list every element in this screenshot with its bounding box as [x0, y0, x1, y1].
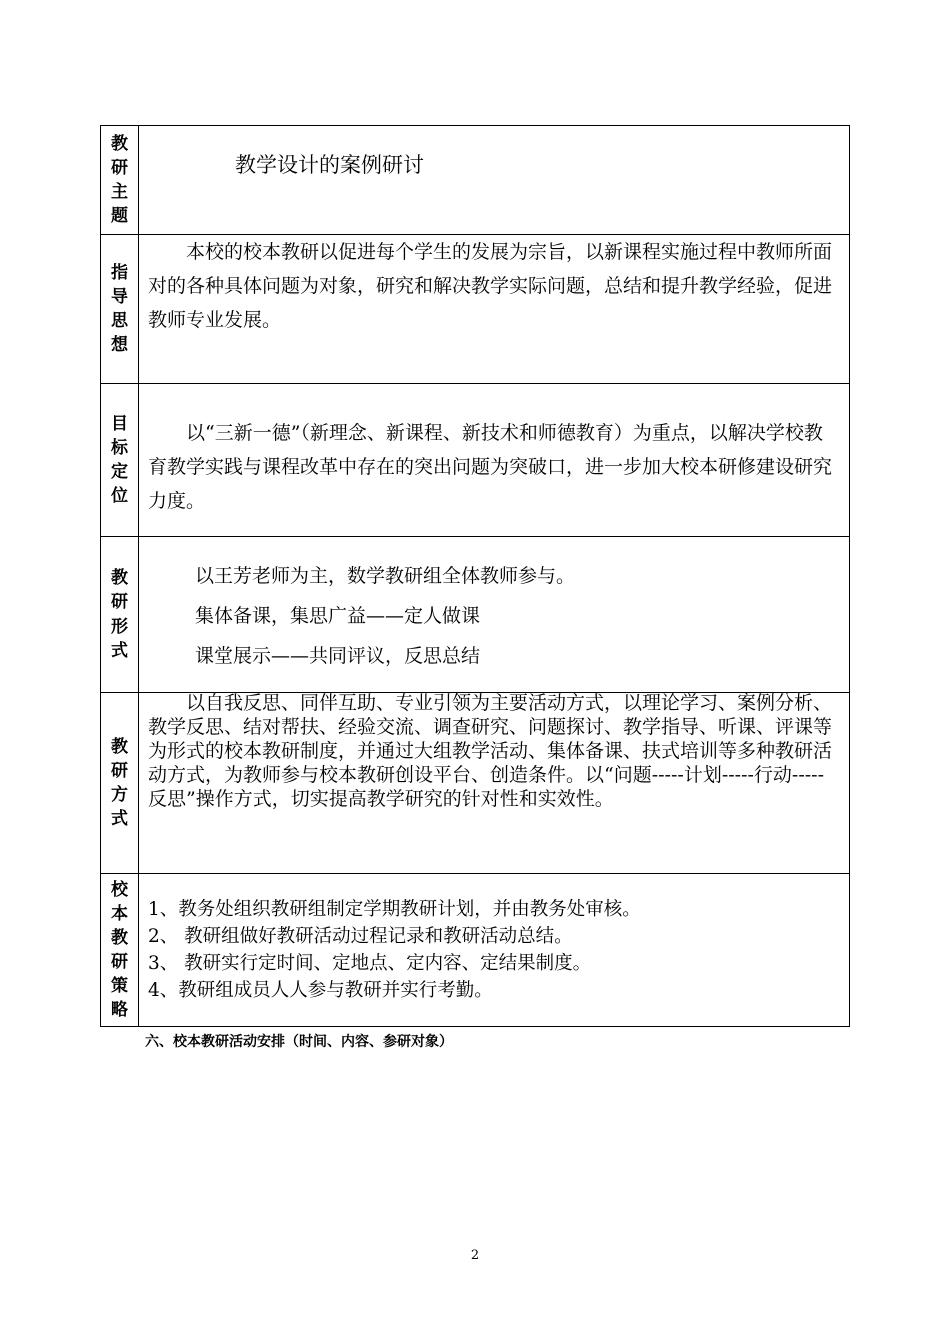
strategy-item: 1、教务处组织教研组制定学期教研计划，并由教务处审核。: [148, 899, 641, 920]
page-number: 2: [470, 1248, 480, 1263]
row-label: 教研主题: [111, 133, 128, 227]
table-row-strategy: [101, 874, 850, 1027]
guide-paragraph: 本校的校本教研以促进每个学生的发展为宗旨，以新课程实施过程中教师所面对的各种具体问题为对象，研究和解决教学实际问题，总结和提升教学经验，促进教师专业发展。: [148, 241, 833, 331]
table-row-form: [101, 537, 850, 693]
form-lines: [148, 559, 841, 673]
row-label: 指导思想: [111, 262, 128, 356]
row-content-cell: [139, 235, 850, 384]
form-line: 集体备课，集思广益——定人做课: [195, 605, 481, 627]
row-label-cell: [101, 874, 139, 1027]
row-content-cell: [139, 126, 850, 235]
strategy-item: 4、教研组成员人人参与教研并实行考勤。: [148, 980, 493, 1001]
goal-paragraph: 以“三新一德”（新理念、新课程、新技术和师德教育）为重点，以解决学校教育教学实践与课程改革中存在的突出问题为突破口，进一步加大校本研修建设研究力度。: [148, 422, 833, 512]
topic-text: 教学设计的案例研讨: [235, 153, 424, 177]
row-label-cell: [101, 384, 139, 537]
method-paragraph: 以自我反思、同伴互助、专业引领为主要活动方式，以理论学习、案例分析、教学反思、结对帮扶、经验交流、调查研究、问题探讨、教学指导、听课、评课等为形式的校本教研制度，并通过大组教学活动、集体备课、扶式培训等多种教研活动方式，为教师参与校本教研创设平台、创造条件。以“问题-----计划-----行动-----反思”操作方式，切实提高教学研究的针对性和实效性。: [148, 692, 833, 810]
row-label: 目标定位: [111, 413, 128, 507]
row-label: 校本教研策略: [111, 879, 128, 1021]
row-label-cell: [101, 235, 139, 384]
row-label-cell: [101, 693, 139, 874]
strategy-item: 2、 教研组做好教研活动过程记录和教研活动总结。: [148, 926, 573, 947]
strategy-list: [148, 896, 841, 1004]
table-row-topic: [101, 126, 850, 235]
table-row-guide: [101, 235, 850, 384]
table-row-goal: [101, 384, 850, 537]
row-content-cell: [139, 537, 850, 693]
table-row-method: [101, 693, 850, 874]
plan-table: [100, 125, 850, 1027]
form-line: 以王芳老师为主，数学教研组全体教师参与。: [195, 565, 576, 587]
form-line: 课堂展示——共同评议，反思总结: [195, 645, 481, 667]
row-label: 教研形式: [111, 568, 128, 661]
strategy-item: 3、 教研实行定时间、定地点、定内容、定结果制度。: [148, 953, 592, 974]
row-label-cell: [101, 126, 139, 235]
section-heading: 六、校本教研活动安排（时间、内容、参研对象）: [145, 1034, 453, 1050]
row-content-cell: [139, 384, 850, 537]
row-label: 教研方式: [111, 736, 128, 830]
row-content-cell: [139, 874, 850, 1027]
row-content-cell: [139, 693, 850, 874]
row-label-cell: [101, 537, 139, 693]
